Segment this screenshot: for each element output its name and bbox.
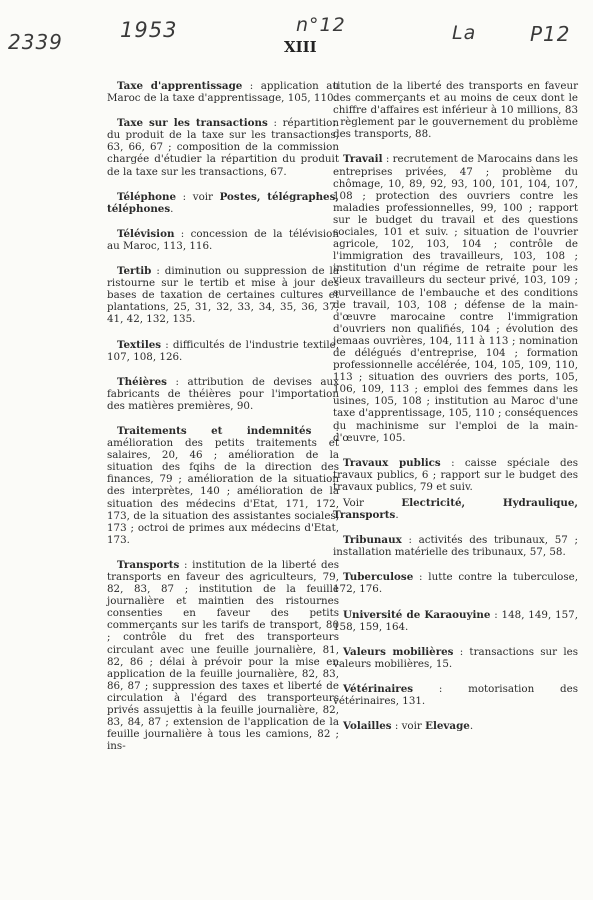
index-entry-telephone: Téléphone : voir Postes, télégraphes, téléphones. — [107, 190, 339, 215]
index-entry-veterinaires: Vétérinaires : motorisation des vétérinaires, 131. — [333, 682, 578, 708]
index-entry-transports-continued: titution de la liberté des transports en faveur des commerçants et au moins de ceux dont le chiffre d'affaires est inférieur à 10 millions, 83 ; règlement par le gouvernement du problème des transports, 88. — [333, 80, 578, 141]
index-entry-volailles: Volailles : voir Elevage. — [343, 720, 474, 733]
handwritten-annotation-1953: 1953 — [120, 18, 178, 42]
index-entry-tuberculose: Tuberculose : lutte contre la tuberculose, 172, 176. — [333, 571, 578, 596]
index-entry-transports: Transports : institution de la liberté des transports en faveur des agriculteurs, 79, 82, 83, 87 ; institution de la feuille journalière et maintien des ristournes consenties en faveur des petits commerçants sur les tarifs de transport, 80 ; contrôle du fret des transporteurs circulant avec une feuille journalière, 81, 82, 86 ; délai à prévoir pour la mise en application de la feuille journalière, 82, 83, 86, 87 ; suppression des taxes et liberté de circulation à l'égard des transporteurs privés assujettis à la feuille journalière, 82, 83, 84, 87 ; extension de l'application de la feuille journalière à tous les camions, 82 ; ins- — [107, 558, 339, 753]
handwritten-annotation-number: n°12 — [296, 14, 346, 36]
index-entry-television: Télévision : concession de la télévision au Maroc, 113, 116. — [107, 227, 339, 252]
index-entry-taxe-transactions: Taxe sur les transactions : répartition du produit de la taxe sur les transactions, 63, 66, 67 ; composition de la commission chargée d'étudier la répartition du produit de la taxe sur les transactions, 67. — [107, 117, 339, 178]
page-number: XIII — [284, 38, 317, 56]
handwritten-annotation-la: La — [452, 22, 477, 44]
left-column — [107, 80, 339, 765]
index-entry-travaux-publics-voir: Voir Electricité, Hydraulique, Transports. — [333, 497, 578, 522]
index-entry-travaux-publics: Travaux publics : caisse spéciale des travaux publics, 6 ; rapport sur le budget des travaux publics, 79 et suiv. — [333, 456, 578, 493]
index-entry-travail: Travail : recrutement de Marocains dans les entreprises privées, 47 ; problème du chômage, 10, 89, 92, 93, 100, 101, 104, 107, 108 ; protection des ouvriers contre les maladies professionnelles, 99, 100 ; rapport sur le budget du travail et des questions sociales, 101 et suiv. ; situation de l'ouvrier agricole, 102, 103, 104 ; contrôle de l'immigration des travailleurs, 103, 108 ; institution d'un régime de retraite pour les vieux travailleurs du secteur privé, 103, 109 ; surveillance de l'embauche et des conditions de travail, 103, 108 ; défense de la main-d'œuvre marocaine contre l'immigration d'ouvriers non qualifiés, 104 ; évolution des jemaas ouvrières, 104, 111 à 113 ; nomination de délégués d'entreprise, 104 ; formation professionnelle accélérée, 104, 105, 109, 110, 113 ; situation des ouvriers des ports, 105, 106, 109, 113 ; emploi des femmes dans les usines, 105, 108 ; institution au Maroc d'une taxe d'apprentissage, 105, 110 ; conséquences du machinisme sur l'emploi de la main-d'œuvre, 105. — [333, 153, 578, 444]
index-entry-textiles: Textiles : difficultés de l'industrie textile, 107, 108, 126. — [107, 338, 339, 363]
index-entry-taxe-apprentissage: Taxe d'apprentissage : application au Maroc de la taxe d'apprentissage, 105, 110. — [107, 80, 339, 105]
index-entry-universite-karaouyine: Université de Karaouyine : 148, 149, 157, 158, 159, 164. — [333, 608, 578, 633]
index-entry-theieres: Théières : attribution de devises aux fabricants de théières pour l'importation des matières premières, 90. — [107, 375, 339, 412]
index-entry-valeurs-mobilieres: Valeurs mobilières : transactions sur les valeurs mobilières, 15. — [333, 645, 578, 670]
handwritten-annotation-2339: 2339 — [8, 30, 63, 54]
handwritten-annotation-p12: P12 — [530, 22, 571, 46]
index-entry-tribunaux: Tribunaux : activités des tribunaux, 57 ; installation matérielle des tribunaux, 57, 58. — [333, 534, 578, 559]
right-column — [333, 80, 578, 745]
index-entry-tertib: Tertib : diminution ou suppression de la ristourne sur le tertib et mise à jour des bases de taxation de certaines cultures et plantations, 25, 31, 32, 33, 34, 35, 36, 37, 41, 42, 132, 135. — [107, 265, 339, 326]
index-entry-traitements: Traitements et indemnités : amélioration des petits traitements et salaires, 20, 46 ; amélioration de la situation des fqihs de la direction des finances, 79 ; amélioration de la situation des interprètes, 140 ; amélioration de la situation des médecins d'Etat, 171, 172, 173, de la situation des assistantes sociales, 173 ; octroi de primes aux médecins d'Etat, 173. — [107, 424, 339, 546]
